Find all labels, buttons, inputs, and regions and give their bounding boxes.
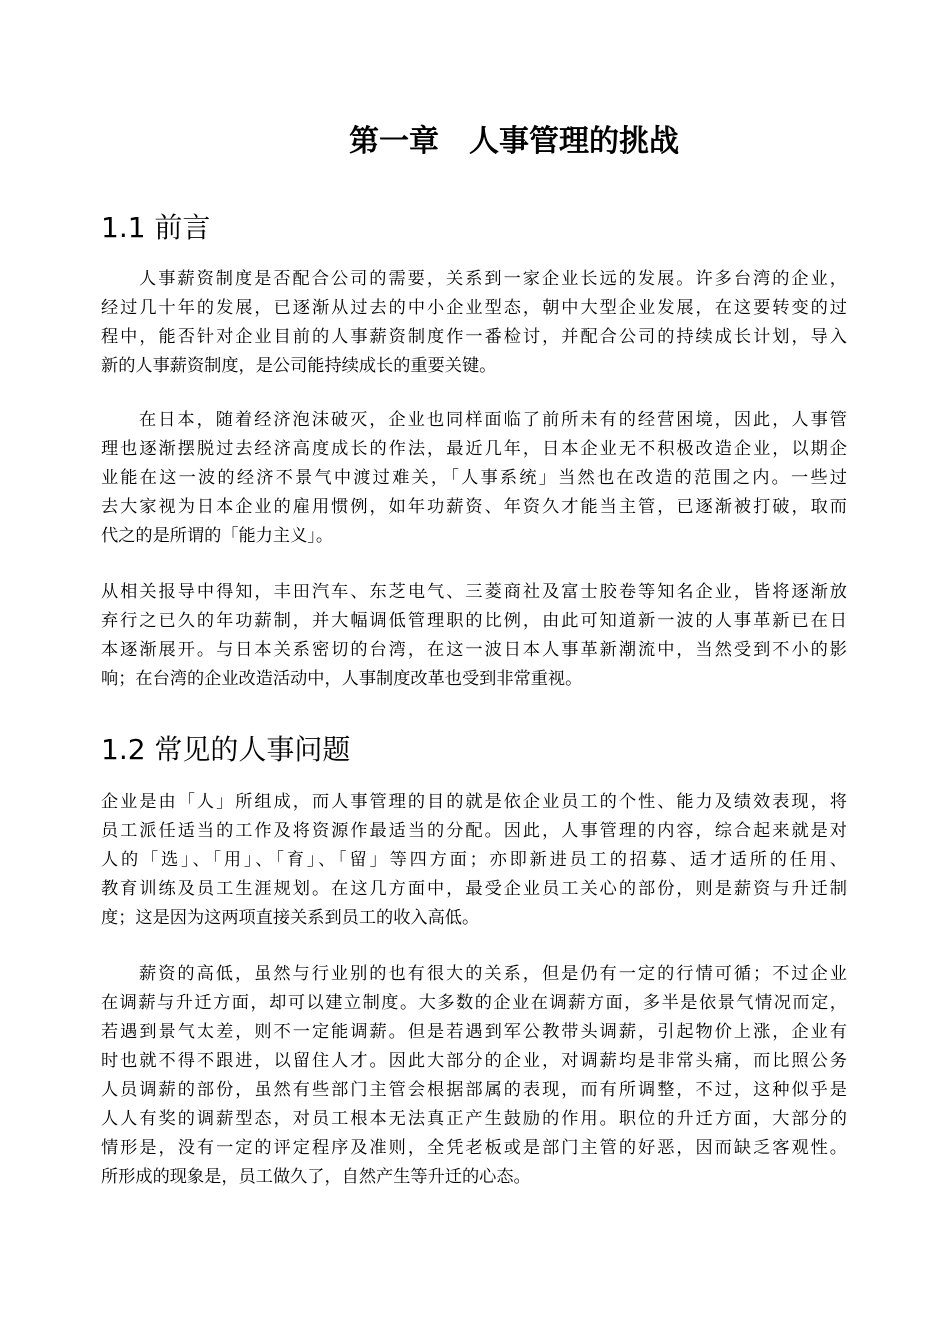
text-line: 人员调薪的部份，虽然有些部门主管会根据部属的表现，而有所调整，不过，这种似乎是 <box>101 1080 847 1100</box>
text-line: 时也就不得不跟进，以留住人才。因此大部分的企业，对调薪均是非常头痛，而比照公务 <box>101 1051 847 1071</box>
text-line: 弃行之已久的年功薪制，并大幅调低管理职的比例，由此可知道新一波的人事革新已在日 <box>101 611 847 631</box>
text-line: 从相关报导中得知，丰田汽车、东芝电气、三菱商社及富士胶卷等知名企业，皆将逐渐放 <box>101 582 847 602</box>
paragraph <box>101 265 863 381</box>
paragraph <box>101 406 863 551</box>
text-line: 度；这是因为这两项直接关系到员工的收入高低。 <box>101 908 480 928</box>
paragraph <box>101 960 863 1192</box>
text-line: 人的「选」、「用」、「育」、「留」等四方面；亦即新进员工的招募、适才适所的任用、 <box>101 850 847 870</box>
paragraph <box>101 788 863 933</box>
text-line: 所形成的现象是，员工做久了，自然产生等升迁的心态。 <box>101 1167 531 1187</box>
text-line: 人人有奖的调薪型态，对员工根本无法真正产生鼓励的作用。职位的升迁方面，大部分的 <box>101 1109 847 1129</box>
text-line: 情形是，没有一定的评定程序及准则，全凭老板或是部门主管的好恶，因而缺乏客观性。 <box>101 1138 847 1158</box>
section-heading-1-2: 1.2 常见的人事问题 <box>101 733 351 766</box>
text-line: 人事薪资制度是否配合公司的需要，关系到一家企业长远的发展。许多台湾的企业， <box>139 269 847 289</box>
section-heading-1-1: 1.1 前言 <box>101 211 211 244</box>
text-line: 在日本，随着经济泡沫破灭，企业也同样面临了前所未有的经营困境，因此，人事管 <box>139 410 847 430</box>
text-line: 企业是由「人」所组成，而人事管理的目的就是依企业员工的个性、能力及绩效表现，将 <box>101 792 847 812</box>
text-line: 在调薪与升迁方面，却可以建立制度。大多数的企业在调薪方面，多半是依景气情况而定， <box>101 993 847 1013</box>
text-line: 业能在这一波的经济不景气中渡过难关，「人事系统」当然也在改造的范围之内。一些过 <box>101 468 847 488</box>
text-line: 代之的是所谓的「能力主义」。 <box>101 526 334 546</box>
text-line: 新的人事薪资制度，是公司能持续成长的重要关键。 <box>101 356 497 376</box>
text-line: 教育训练及员工生涯规划。在这几方面中，最受企业员工关心的部份，则是薪资与升迁制 <box>101 879 847 899</box>
text-line: 本逐渐展开。与日本关系密切的台湾，在这一波日本人事革新潮流中，当然受到不小的影 <box>101 640 847 660</box>
text-line: 程中，能否针对企业目前的人事薪资制度作一番检讨，并配合公司的持续成长计划，导入 <box>101 327 847 347</box>
text-line: 若遇到景气太差，则不一定能调薪。但是若遇到军公教带头调薪，引起物价上涨，企业有 <box>101 1022 847 1042</box>
text-line: 员工派任适当的工作及将资源作最适当的分配。因此，人事管理的内容，综合起来就是对 <box>101 821 847 841</box>
text-line: 理也逐渐摆脱过去经济高度成长的作法，最近几年，日本企业无不积极改造企业，以期企 <box>101 439 847 459</box>
text-line: 薪资的高低，虽然与行业别的也有很大的关系，但是仍有一定的行情可循；不过企业 <box>139 964 847 984</box>
text-line: 经过几十年的发展，已逐渐从过去的中小企业型态，朝中大型企业发展，在这要转变的过 <box>101 298 847 318</box>
text-line: 去大家视为日本企业的雇用惯例，如年功薪资、年资久才能当主管，已逐渐被打破，取而 <box>101 497 847 517</box>
paragraph <box>101 578 863 694</box>
text-line: 响；在台湾的企业改造活动中，人事制度改革也受到非常重视。 <box>101 669 583 689</box>
chapter-title: 第一章 人事管理的挑战 <box>349 124 679 159</box>
